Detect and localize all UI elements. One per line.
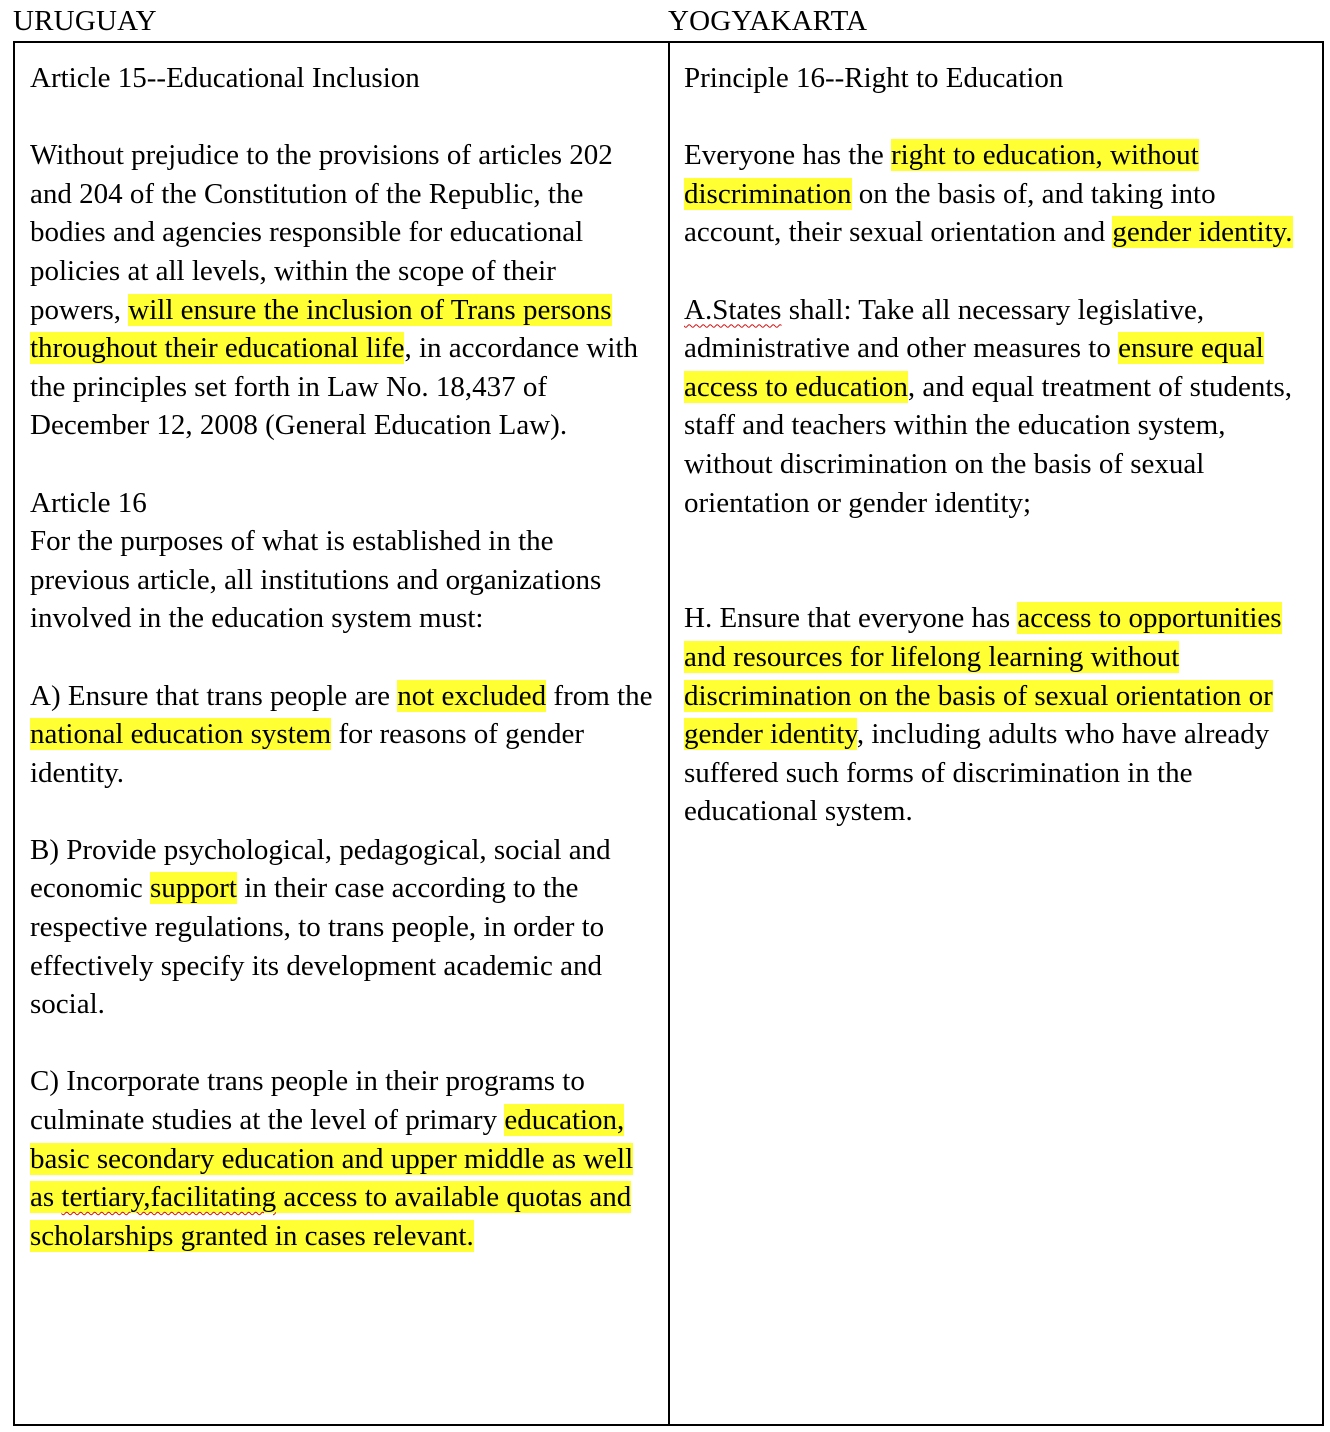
item-c-text: C) Incorporate trans people in their programs to culminate studies at the level of primary — [30, 1065, 585, 1137]
item-h-text: H. Ensure that everyone has — [684, 602, 1018, 635]
item-c-highlight-end: access to available quotas and scholarships granted in cases relevant. — [30, 1181, 632, 1252]
intro-highlight-gender: gender identity. — [1112, 216, 1293, 249]
item-a-highlight-system: national education system — [30, 718, 332, 751]
yogyakarta-cell — [670, 43, 1322, 1424]
item-h-highlight: access to opportunities and resources for lifelong learning without discrimination on the basis of sexual orientation or gender identity — [684, 602, 1282, 751]
item-a-text: A) Ensure that trans people are — [30, 679, 398, 712]
article-16-item-a — [30, 677, 654, 793]
item-h-text-end: , including adults who have already suffered such forms of discrimination in the educational system. — [684, 718, 1270, 828]
intro-highlight-right: right to education, without discrimination — [684, 139, 1199, 210]
y-item-a-text: shall: Take all necessary legislative, administrative and other measures to — [684, 293, 1205, 365]
column-header-uruguay: URUGUAY — [13, 5, 157, 37]
column-header-yogyakarta: YOGYAKARTA — [668, 5, 868, 37]
item-a-text-end: for reasons of gender identity. — [30, 718, 585, 789]
article-15-text-end: , in accordance with the principles set forth in Law No. 18,437 of December 12, 2008 (General Education Law). — [30, 332, 638, 442]
item-c-misspelled-word: tertiary,facilitating — [61, 1181, 277, 1214]
principle-16-item-a — [684, 291, 1316, 523]
item-c-highlight: education, basic secondary education and upper middle as well as — [30, 1104, 634, 1214]
principle-16-title: Principle 16--Right to Education — [684, 62, 1064, 94]
article-15-title: Article 15--Educational Inclusion — [30, 62, 420, 94]
item-b-text: B) Provide psychological, pedagogical, social and economic — [30, 833, 611, 905]
article-15-text: Without prejudice to the provisions of articles 202 and 204 of the Constitution of the Republic, the bodies and agencies responsible for educational policies at all levels, within the scope of their powers, — [30, 139, 613, 326]
item-a-highlight-excluded: not excluded — [397, 679, 547, 712]
article-16-item-c — [30, 1062, 654, 1255]
comparison-table — [13, 41, 1324, 1426]
article-16-item-b — [30, 831, 654, 1024]
item-b-text-end: in their case according to the respective regulations, to trans people, in order to effectively specify its development academic and social. — [30, 872, 605, 1021]
principle-16-intro — [684, 136, 1316, 252]
item-a-text-mid: from the — [546, 679, 653, 712]
article-15-body — [30, 136, 654, 445]
article-15-highlight: will ensure the inclusion of Trans persons throughout their educational life — [30, 293, 612, 365]
article-16-title: Article 16 — [30, 486, 147, 519]
item-a-misspelled-word: A.States — [684, 293, 782, 326]
uruguay-cell — [15, 43, 670, 1424]
y-item-a-highlight: ensure equal access to education — [684, 332, 1264, 403]
intro-text: Everyone has the — [684, 139, 891, 172]
principle-16-item-h — [684, 599, 1316, 831]
article-16-intro: For the purposes of what is established in the previous article, all institutions and organizations involved in the education system must: — [30, 525, 602, 635]
intro-text-mid: on the basis of, and taking into account, their sexual orientation and — [684, 177, 1216, 249]
y-item-a-text-end: , and equal treatment of students, staff and teachers within the education system, without discrimination on the basis of sexual orientation or gender identity; — [684, 370, 1292, 519]
item-b-highlight-support: support — [149, 872, 237, 905]
